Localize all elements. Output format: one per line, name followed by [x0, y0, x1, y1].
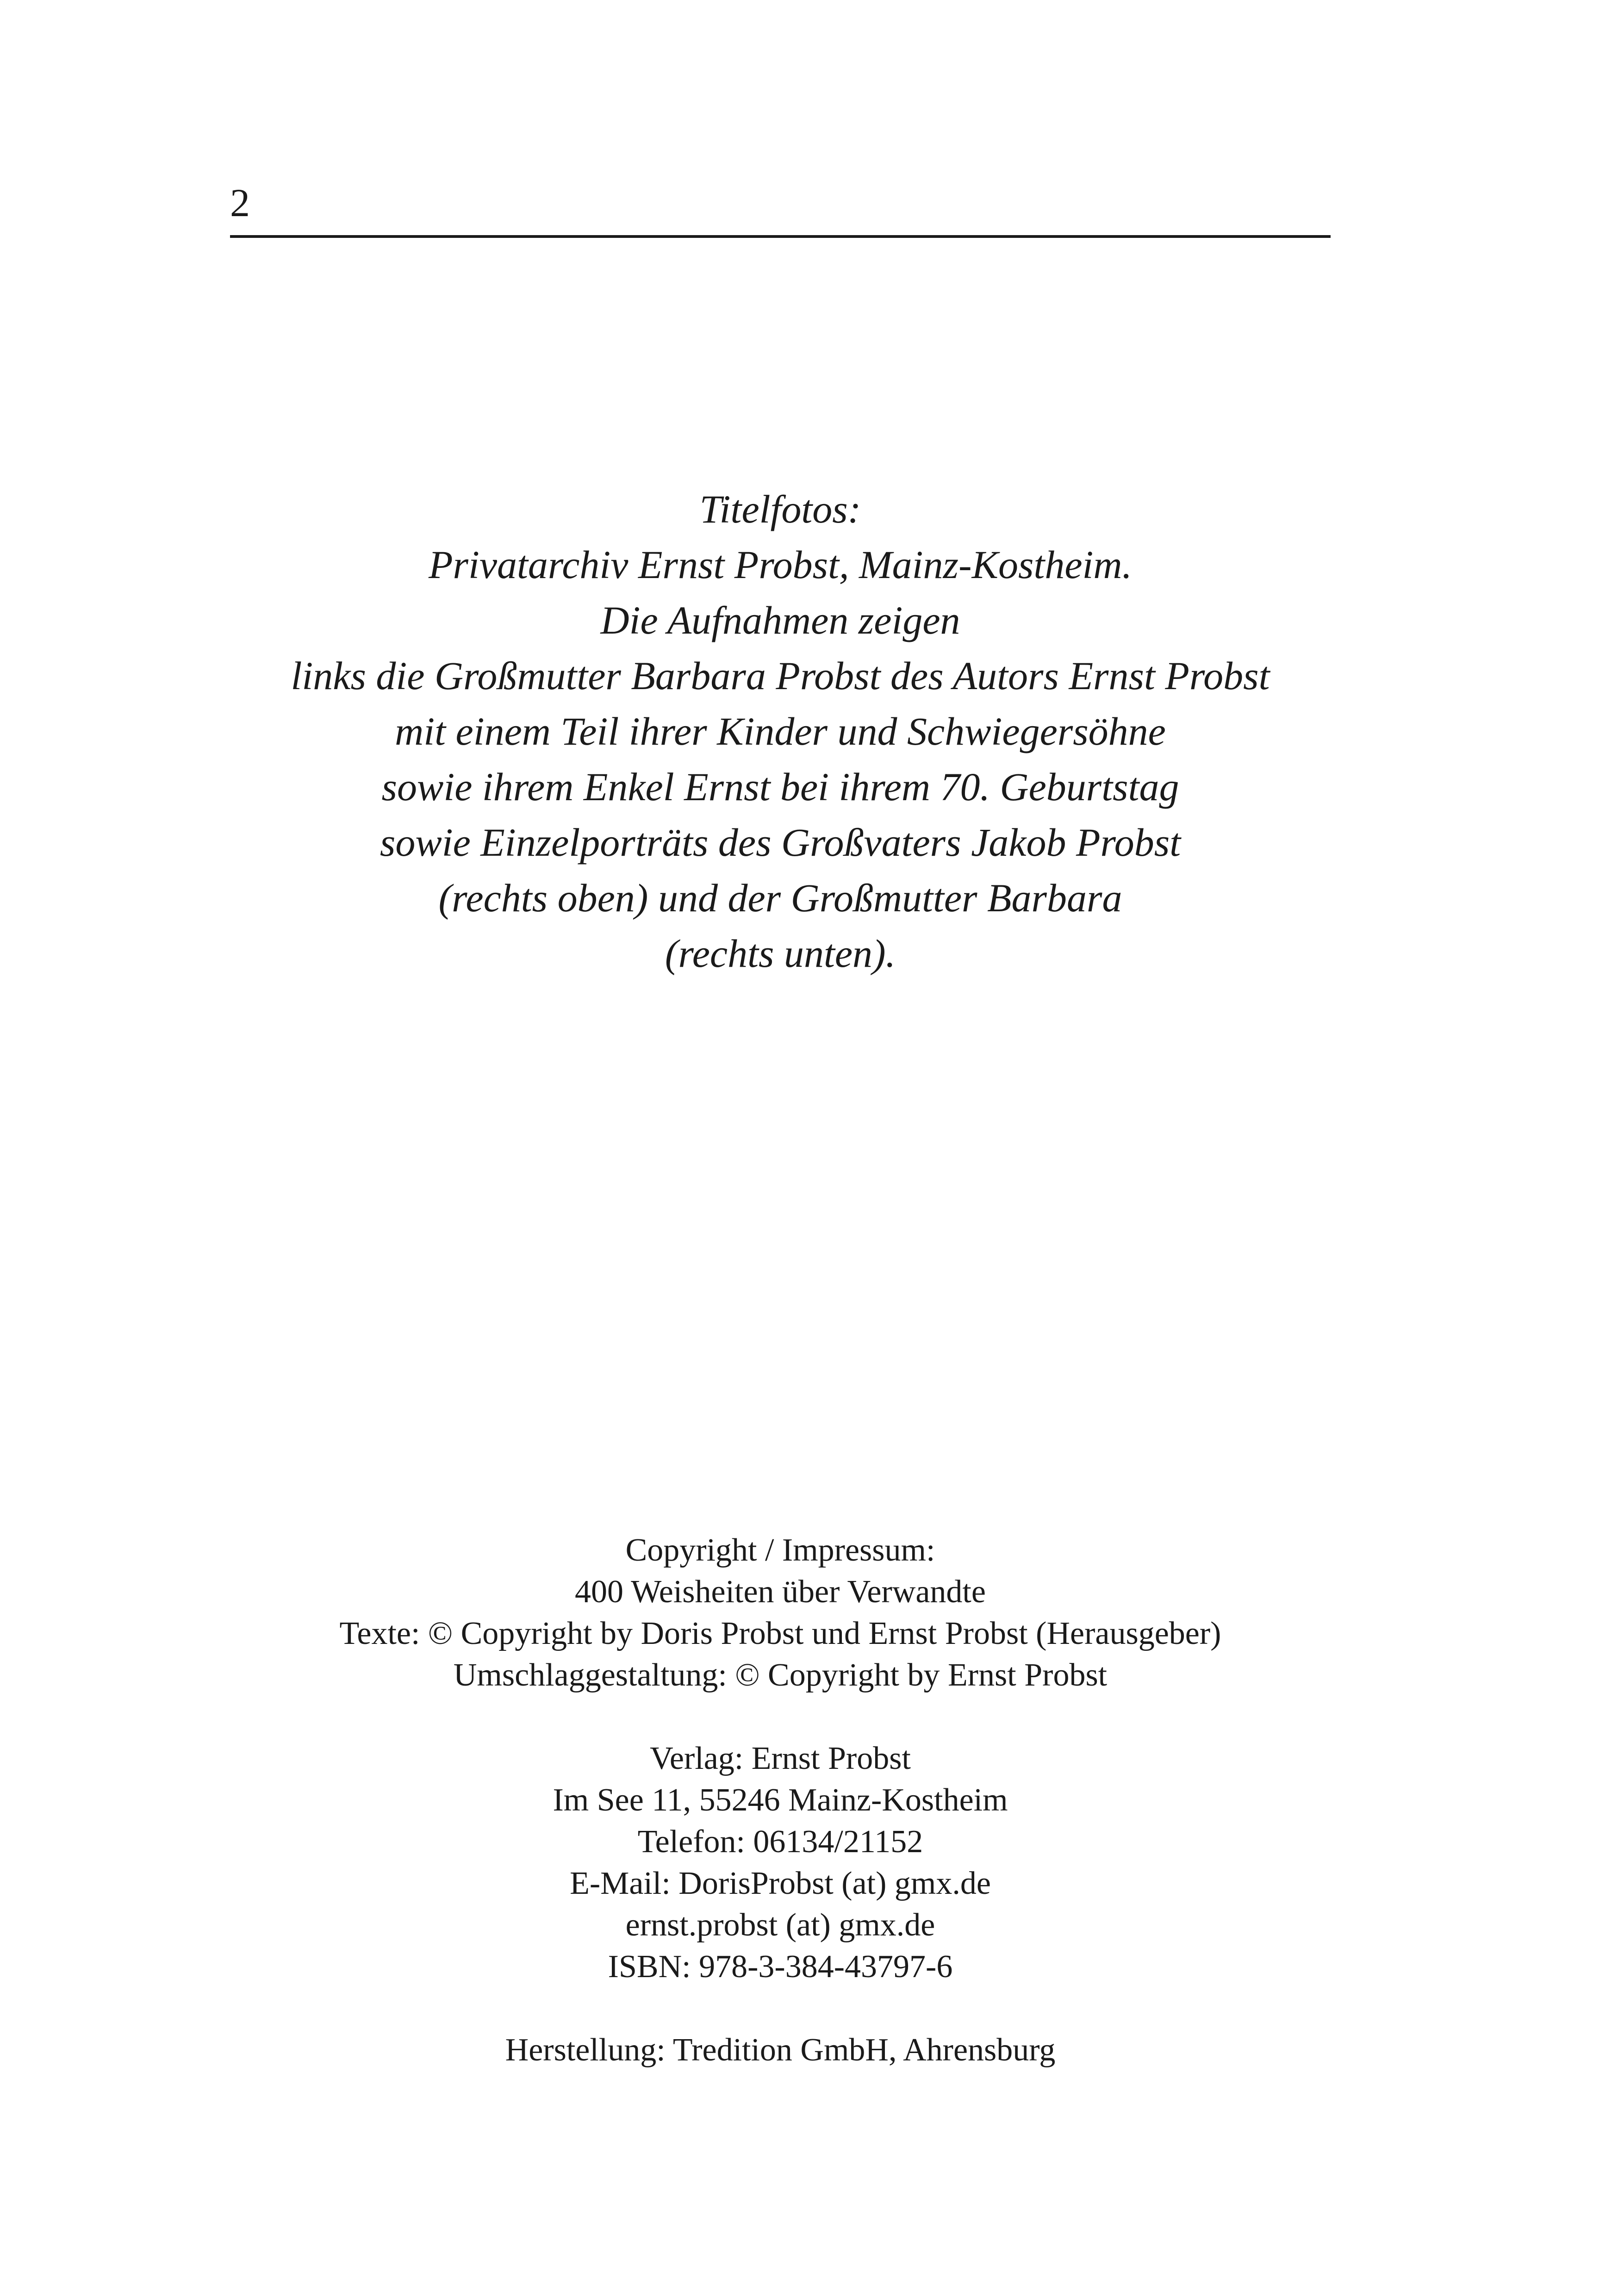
caption-line: sowie ihrem Enkel Ernst bei ihrem 70. Geburtstag	[381, 765, 1179, 809]
section-gap	[230, 1696, 1331, 1738]
publisher-name: Verlag: Ernst Probst	[650, 1741, 911, 1776]
imprint-block	[230, 1530, 1331, 2071]
publisher-email: E-Mail: DorisProbst (at) gmx.de	[570, 1866, 991, 1901]
text-copyright: Texte: © Copyright by Doris Probst und Ernst Probst (Herausgeber)	[339, 1616, 1221, 1651]
section-gap	[230, 1988, 1331, 2029]
book-title: 400 Weisheiten über Verwandte	[575, 1574, 986, 1610]
caption-line: mit einem Teil ihrer Kinder und Schwiegersöhne	[395, 709, 1166, 753]
cover-copyright: Umschlaggestaltung: © Copyright by Ernst Probst	[453, 1657, 1108, 1693]
caption-line: Die Aufnahmen zeigen	[600, 598, 960, 642]
caption-line: Titelfotos:	[699, 487, 861, 531]
isbn: ISBN: 978-3-384-43797-6	[608, 1949, 953, 1985]
caption-line: links die Großmutter Barbara Probst des Autors Ernst Probst	[291, 653, 1270, 698]
publisher-section	[230, 1738, 1331, 1988]
caption-line: sowie Einzelporträts des Großvaters Jakob Probst	[380, 820, 1181, 865]
page-number: 2	[230, 180, 250, 225]
production-section	[230, 2029, 1331, 2071]
caption-line: (rechts oben) und der Großmutter Barbara	[438, 876, 1122, 920]
publisher-email-secondary: ernst.probst (at) gmx.de	[625, 1907, 935, 1943]
copyright-section	[230, 1530, 1331, 1696]
caption-line: (rechts unten).	[665, 931, 896, 976]
publisher-phone: Telefon: 06134/21152	[637, 1824, 923, 1860]
production-line: Herstellung: Tredition GmbH, Ahrensburg	[505, 2032, 1056, 2068]
header-rule	[230, 235, 1331, 238]
publisher-address: Im See 11, 55246 Mainz-Kostheim	[553, 1782, 1008, 1818]
copyright-heading: Copyright / Impressum:	[625, 1532, 935, 1568]
title-photo-caption	[230, 481, 1331, 981]
caption-line: Privatarchiv Ernst Probst, Mainz-Kostheim.	[428, 542, 1133, 587]
